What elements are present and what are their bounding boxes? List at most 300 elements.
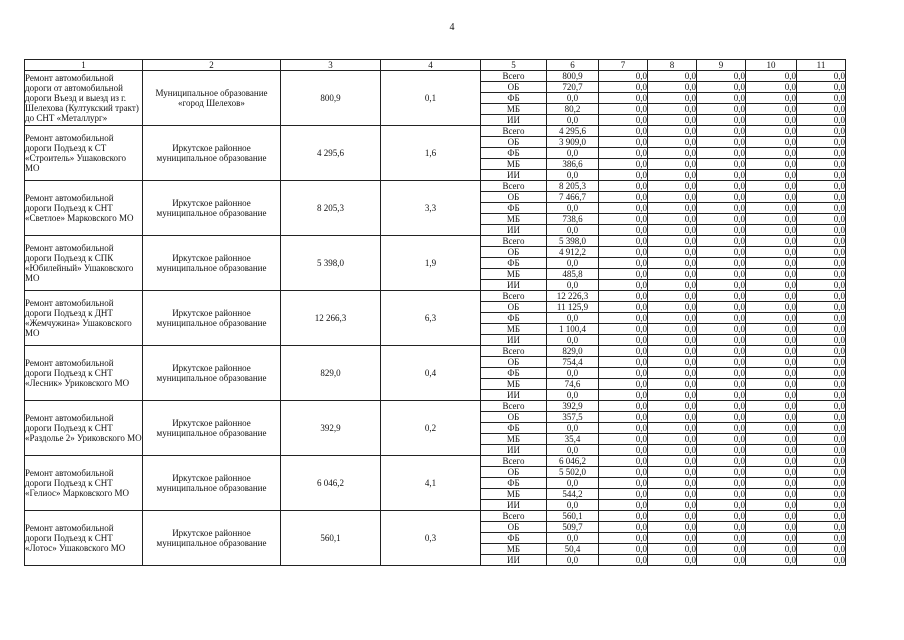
amount-cell: 0,0 [547, 115, 599, 126]
year-amount-cell: 0,0 [746, 291, 797, 302]
table-row [25, 236, 846, 247]
year-amount-cell: 0,0 [797, 555, 846, 566]
year-amount-cell: 0,0 [697, 137, 746, 148]
year-amount-cell: 0,0 [746, 302, 797, 313]
year-amount-cell: 0,0 [746, 533, 797, 544]
year-amount-cell: 0,0 [599, 148, 648, 159]
amount-cell: 800,9 [547, 71, 599, 82]
year-amount-cell: 0,0 [599, 423, 648, 434]
year-amount-cell: 0,0 [599, 379, 648, 390]
year-amount-cell: 0,0 [797, 533, 846, 544]
year-amount-cell: 0,0 [648, 511, 697, 522]
header-cell: 1 [25, 60, 143, 71]
year-amount-cell: 0,0 [697, 104, 746, 115]
amount-cell: 386,6 [547, 159, 599, 170]
year-amount-cell: 0,0 [599, 412, 648, 423]
funding-source-cell: ОБ [481, 137, 547, 148]
year-amount-cell: 0,0 [697, 247, 746, 258]
year-amount-cell: 0,0 [697, 544, 746, 555]
amount-cell: 0,0 [547, 500, 599, 511]
year-amount-cell: 0,0 [648, 269, 697, 280]
owner-cell: Иркутское районное муниципальное образование [143, 346, 281, 401]
year-amount-cell: 0,0 [697, 93, 746, 104]
year-amount-cell: 0,0 [648, 137, 697, 148]
year-amount-cell: 0,0 [648, 434, 697, 445]
funding-source-cell: Всего [481, 291, 547, 302]
header-row [25, 60, 846, 71]
funding-source-cell: ИИ [481, 445, 547, 456]
year-amount-cell: 0,0 [648, 247, 697, 258]
year-amount-cell: 0,0 [797, 181, 846, 192]
amount-cell: 0,0 [547, 258, 599, 269]
year-amount-cell: 0,0 [599, 258, 648, 269]
year-amount-cell: 0,0 [697, 302, 746, 313]
funding-source-cell: ФБ [481, 533, 547, 544]
year-amount-cell: 0,0 [797, 412, 846, 423]
funding-source-cell: ОБ [481, 192, 547, 203]
year-amount-cell: 0,0 [697, 445, 746, 456]
year-amount-cell: 0,0 [746, 357, 797, 368]
funding-source-cell: МБ [481, 324, 547, 335]
year-amount-cell: 0,0 [797, 467, 846, 478]
year-amount-cell: 0,0 [797, 159, 846, 170]
project-name-cell: Ремонт автомобильной дороги от автомобильной дороги Въезд и выезд из г. Шелехова (Култукский тракт) до СНТ «Металлург» [25, 71, 143, 126]
year-amount-cell: 0,0 [648, 203, 697, 214]
table-row [25, 126, 846, 137]
year-amount-cell: 0,0 [599, 346, 648, 357]
cost-cell: 800,9 [281, 71, 381, 126]
length-cell: 0,3 [381, 511, 481, 566]
header-cell: 10 [746, 60, 797, 71]
amount-cell: 720,7 [547, 82, 599, 93]
length-cell: 4,1 [381, 456, 481, 511]
year-amount-cell: 0,0 [697, 489, 746, 500]
year-amount-cell: 0,0 [648, 335, 697, 346]
year-amount-cell: 0,0 [746, 247, 797, 258]
year-amount-cell: 0,0 [599, 269, 648, 280]
amount-cell: 0,0 [547, 368, 599, 379]
year-amount-cell: 0,0 [697, 115, 746, 126]
year-amount-cell: 0,0 [746, 445, 797, 456]
funding-source-cell: Всего [481, 511, 547, 522]
year-amount-cell: 0,0 [599, 313, 648, 324]
funding-source-cell: ФБ [481, 368, 547, 379]
amount-cell: 357,5 [547, 412, 599, 423]
year-amount-cell: 0,0 [648, 302, 697, 313]
year-amount-cell: 0,0 [648, 555, 697, 566]
year-amount-cell: 0,0 [697, 434, 746, 445]
year-amount-cell: 0,0 [599, 511, 648, 522]
year-amount-cell: 0,0 [648, 478, 697, 489]
amount-cell: 80,2 [547, 104, 599, 115]
year-amount-cell: 0,0 [697, 412, 746, 423]
year-amount-cell: 0,0 [599, 159, 648, 170]
funding-source-cell: ФБ [481, 203, 547, 214]
table-row [25, 291, 846, 302]
year-amount-cell: 0,0 [697, 368, 746, 379]
year-amount-cell: 0,0 [697, 280, 746, 291]
year-amount-cell: 0,0 [599, 291, 648, 302]
length-cell: 1,6 [381, 126, 481, 181]
year-amount-cell: 0,0 [599, 445, 648, 456]
header-cell: 9 [697, 60, 746, 71]
year-amount-cell: 0,0 [648, 236, 697, 247]
year-amount-cell: 0,0 [746, 93, 797, 104]
funding-source-cell: ОБ [481, 467, 547, 478]
amount-cell: 0,0 [547, 445, 599, 456]
amount-cell: 0,0 [547, 390, 599, 401]
year-amount-cell: 0,0 [648, 445, 697, 456]
year-amount-cell: 0,0 [746, 401, 797, 412]
year-amount-cell: 0,0 [599, 368, 648, 379]
year-amount-cell: 0,0 [599, 467, 648, 478]
year-amount-cell: 0,0 [648, 93, 697, 104]
year-amount-cell: 0,0 [599, 357, 648, 368]
year-amount-cell: 0,0 [697, 335, 746, 346]
funding-source-cell: ОБ [481, 82, 547, 93]
year-amount-cell: 0,0 [599, 137, 648, 148]
table-row [25, 181, 846, 192]
year-amount-cell: 0,0 [599, 214, 648, 225]
year-amount-cell: 0,0 [797, 445, 846, 456]
funding-source-cell: ОБ [481, 247, 547, 258]
year-amount-cell: 0,0 [746, 192, 797, 203]
year-amount-cell: 0,0 [797, 93, 846, 104]
year-amount-cell: 0,0 [648, 346, 697, 357]
table-row [25, 346, 846, 357]
header-cell: 8 [648, 60, 697, 71]
amount-cell: 560,1 [547, 511, 599, 522]
owner-cell: Иркутское районное муниципальное образование [143, 456, 281, 511]
amount-cell: 754,4 [547, 357, 599, 368]
year-amount-cell: 0,0 [697, 203, 746, 214]
funding-source-cell: ФБ [481, 423, 547, 434]
year-amount-cell: 0,0 [746, 544, 797, 555]
year-amount-cell: 0,0 [697, 379, 746, 390]
year-amount-cell: 0,0 [648, 379, 697, 390]
table-body [25, 71, 846, 566]
amount-cell: 11 125,9 [547, 302, 599, 313]
page-number: 4 [449, 22, 455, 33]
amount-cell: 0,0 [547, 225, 599, 236]
year-amount-cell: 0,0 [746, 324, 797, 335]
year-amount-cell: 0,0 [648, 192, 697, 203]
header-cell: 7 [599, 60, 648, 71]
cost-cell: 829,0 [281, 346, 381, 401]
year-amount-cell: 0,0 [797, 511, 846, 522]
year-amount-cell: 0,0 [746, 478, 797, 489]
amount-cell: 0,0 [547, 148, 599, 159]
funding-source-cell: Всего [481, 71, 547, 82]
year-amount-cell: 0,0 [797, 346, 846, 357]
year-amount-cell: 0,0 [599, 489, 648, 500]
year-amount-cell: 0,0 [746, 225, 797, 236]
year-amount-cell: 0,0 [797, 280, 846, 291]
amount-cell: 4 912,2 [547, 247, 599, 258]
amount-cell: 0,0 [547, 203, 599, 214]
year-amount-cell: 0,0 [648, 170, 697, 181]
year-amount-cell: 0,0 [746, 423, 797, 434]
owner-cell: Иркутское районное муниципальное образование [143, 511, 281, 566]
year-amount-cell: 0,0 [746, 346, 797, 357]
amount-cell: 5 398,0 [547, 236, 599, 247]
year-amount-cell: 0,0 [648, 214, 697, 225]
year-amount-cell: 0,0 [746, 280, 797, 291]
amount-cell: 0,0 [547, 280, 599, 291]
funding-source-cell: ФБ [481, 478, 547, 489]
year-amount-cell: 0,0 [797, 379, 846, 390]
owner-cell: Иркутское районное муниципальное образование [143, 126, 281, 181]
cost-cell: 8 205,3 [281, 181, 381, 236]
header-cell: 5 [481, 60, 547, 71]
funding-source-cell: Всего [481, 126, 547, 137]
year-amount-cell: 0,0 [797, 478, 846, 489]
year-amount-cell: 0,0 [697, 357, 746, 368]
year-amount-cell: 0,0 [797, 489, 846, 500]
project-name-cell: Ремонт автомобильной дороги Подъезд к СНТ «Раздолье 2» Уриковского МО [25, 401, 143, 456]
funding-source-cell: МБ [481, 379, 547, 390]
funding-source-cell: ИИ [481, 555, 547, 566]
year-amount-cell: 0,0 [599, 522, 648, 533]
project-name-cell: Ремонт автомобильной дороги Подъезд к СТ «Строитель» Ушаковского МО [25, 126, 143, 181]
year-amount-cell: 0,0 [648, 522, 697, 533]
year-amount-cell: 0,0 [648, 126, 697, 137]
project-name-cell: Ремонт автомобильной дороги Подъезд к СПК «Юбилейный» Ушаковского МО [25, 236, 143, 291]
year-amount-cell: 0,0 [746, 489, 797, 500]
funding-source-cell: ИИ [481, 115, 547, 126]
year-amount-cell: 0,0 [599, 544, 648, 555]
year-amount-cell: 0,0 [746, 555, 797, 566]
year-amount-cell: 0,0 [648, 148, 697, 159]
year-amount-cell: 0,0 [697, 269, 746, 280]
funding-source-cell: ОБ [481, 522, 547, 533]
year-amount-cell: 0,0 [599, 401, 648, 412]
year-amount-cell: 0,0 [599, 335, 648, 346]
year-amount-cell: 0,0 [746, 126, 797, 137]
year-amount-cell: 0,0 [746, 511, 797, 522]
year-amount-cell: 0,0 [746, 456, 797, 467]
cost-cell: 392,9 [281, 401, 381, 456]
amount-cell: 74,6 [547, 379, 599, 390]
amount-cell: 0,0 [547, 335, 599, 346]
amount-cell: 50,4 [547, 544, 599, 555]
year-amount-cell: 0,0 [648, 544, 697, 555]
year-amount-cell: 0,0 [797, 324, 846, 335]
year-amount-cell: 0,0 [599, 104, 648, 115]
length-cell: 0,1 [381, 71, 481, 126]
year-amount-cell: 0,0 [746, 170, 797, 181]
year-amount-cell: 0,0 [746, 159, 797, 170]
year-amount-cell: 0,0 [697, 291, 746, 302]
project-name-cell: Ремонт автомобильной дороги Подъезд к СНТ «Светлое» Марковского МО [25, 181, 143, 236]
year-amount-cell: 0,0 [797, 401, 846, 412]
year-amount-cell: 0,0 [746, 148, 797, 159]
amount-cell: 0,0 [547, 423, 599, 434]
cost-cell: 12 266,3 [281, 291, 381, 346]
year-amount-cell: 0,0 [697, 313, 746, 324]
funding-source-cell: ФБ [481, 258, 547, 269]
project-name-cell: Ремонт автомобильной дороги Подъезд к СНТ «Лотос» Ушаковского МО [25, 511, 143, 566]
amount-cell: 3 909,0 [547, 137, 599, 148]
year-amount-cell: 0,0 [746, 335, 797, 346]
year-amount-cell: 0,0 [697, 214, 746, 225]
year-amount-cell: 0,0 [697, 192, 746, 203]
year-amount-cell: 0,0 [797, 104, 846, 115]
year-amount-cell: 0,0 [746, 390, 797, 401]
year-amount-cell: 0,0 [797, 291, 846, 302]
year-amount-cell: 0,0 [797, 500, 846, 511]
year-amount-cell: 0,0 [648, 412, 697, 423]
year-amount-cell: 0,0 [648, 489, 697, 500]
owner-cell: Иркутское районное муниципальное образование [143, 181, 281, 236]
year-amount-cell: 0,0 [746, 104, 797, 115]
year-amount-cell: 0,0 [797, 269, 846, 280]
amount-cell: 392,9 [547, 401, 599, 412]
year-amount-cell: 0,0 [697, 423, 746, 434]
header-cell: 6 [547, 60, 599, 71]
amount-cell: 738,6 [547, 214, 599, 225]
year-amount-cell: 0,0 [648, 500, 697, 511]
year-amount-cell: 0,0 [599, 280, 648, 291]
funding-source-cell: ОБ [481, 357, 547, 368]
header-cell: 4 [381, 60, 481, 71]
year-amount-cell: 0,0 [797, 302, 846, 313]
year-amount-cell: 0,0 [599, 302, 648, 313]
year-amount-cell: 0,0 [746, 467, 797, 478]
funding-source-cell: ИИ [481, 170, 547, 181]
length-cell: 0,2 [381, 401, 481, 456]
year-amount-cell: 0,0 [697, 511, 746, 522]
year-amount-cell: 0,0 [797, 148, 846, 159]
amount-cell: 7 466,7 [547, 192, 599, 203]
year-amount-cell: 0,0 [797, 456, 846, 467]
year-amount-cell: 0,0 [599, 555, 648, 566]
year-amount-cell: 0,0 [648, 71, 697, 82]
owner-cell: Иркутское районное муниципальное образование [143, 401, 281, 456]
year-amount-cell: 0,0 [599, 236, 648, 247]
year-amount-cell: 0,0 [599, 170, 648, 181]
owner-cell: Иркутское районное муниципальное образование [143, 236, 281, 291]
year-amount-cell: 0,0 [697, 225, 746, 236]
year-amount-cell: 0,0 [697, 82, 746, 93]
year-amount-cell: 0,0 [599, 203, 648, 214]
year-amount-cell: 0,0 [648, 390, 697, 401]
funding-source-cell: МБ [481, 269, 547, 280]
amount-cell: 829,0 [547, 346, 599, 357]
year-amount-cell: 0,0 [797, 522, 846, 533]
amount-cell: 1 100,4 [547, 324, 599, 335]
amount-cell: 0,0 [547, 555, 599, 566]
year-amount-cell: 0,0 [599, 71, 648, 82]
year-amount-cell: 0,0 [746, 82, 797, 93]
year-amount-cell: 0,0 [697, 555, 746, 566]
year-amount-cell: 0,0 [697, 181, 746, 192]
amount-cell: 5 502,0 [547, 467, 599, 478]
year-amount-cell: 0,0 [746, 181, 797, 192]
funding-source-cell: МБ [481, 214, 547, 225]
year-amount-cell: 0,0 [599, 533, 648, 544]
amount-cell: 0,0 [547, 533, 599, 544]
program-table [24, 59, 846, 566]
amount-cell: 0,0 [547, 170, 599, 181]
year-amount-cell: 0,0 [648, 258, 697, 269]
year-amount-cell: 0,0 [648, 181, 697, 192]
funding-source-cell: ФБ [481, 148, 547, 159]
year-amount-cell: 0,0 [797, 434, 846, 445]
year-amount-cell: 0,0 [797, 236, 846, 247]
year-amount-cell: 0,0 [697, 236, 746, 247]
amount-cell: 6 046,2 [547, 456, 599, 467]
year-amount-cell: 0,0 [697, 324, 746, 335]
year-amount-cell: 0,0 [746, 115, 797, 126]
year-amount-cell: 0,0 [648, 467, 697, 478]
funding-source-cell: Всего [481, 346, 547, 357]
year-amount-cell: 0,0 [797, 335, 846, 346]
year-amount-cell: 0,0 [697, 478, 746, 489]
funding-source-cell: ИИ [481, 280, 547, 291]
year-amount-cell: 0,0 [599, 126, 648, 137]
funding-source-cell: Всего [481, 456, 547, 467]
year-amount-cell: 0,0 [746, 500, 797, 511]
funding-source-cell: ИИ [481, 390, 547, 401]
year-amount-cell: 0,0 [648, 159, 697, 170]
year-amount-cell: 0,0 [797, 82, 846, 93]
header-cell: 3 [281, 60, 381, 71]
year-amount-cell: 0,0 [697, 456, 746, 467]
year-amount-cell: 0,0 [746, 313, 797, 324]
year-amount-cell: 0,0 [746, 71, 797, 82]
funding-source-cell: Всего [481, 401, 547, 412]
funding-source-cell: ИИ [481, 500, 547, 511]
year-amount-cell: 0,0 [599, 247, 648, 258]
year-amount-cell: 0,0 [697, 258, 746, 269]
year-amount-cell: 0,0 [697, 170, 746, 181]
funding-source-cell: МБ [481, 104, 547, 115]
table-row [25, 401, 846, 412]
year-amount-cell: 0,0 [797, 170, 846, 181]
length-cell: 1,9 [381, 236, 481, 291]
owner-cell: Иркутское районное муниципальное образование [143, 291, 281, 346]
year-amount-cell: 0,0 [797, 214, 846, 225]
length-cell: 0,4 [381, 346, 481, 401]
year-amount-cell: 0,0 [797, 247, 846, 258]
year-amount-cell: 0,0 [746, 368, 797, 379]
project-name-cell: Ремонт автомобильной дороги Подъезд к СНТ «Лесник» Уриковского МО [25, 346, 143, 401]
amount-cell: 4 295,6 [547, 126, 599, 137]
year-amount-cell: 0,0 [697, 159, 746, 170]
funding-source-cell: МБ [481, 489, 547, 500]
amount-cell: 0,0 [547, 478, 599, 489]
length-cell: 3,3 [381, 181, 481, 236]
year-amount-cell: 0,0 [797, 225, 846, 236]
year-amount-cell: 0,0 [697, 401, 746, 412]
year-amount-cell: 0,0 [746, 236, 797, 247]
length-cell: 6,3 [381, 291, 481, 346]
year-amount-cell: 0,0 [599, 478, 648, 489]
year-amount-cell: 0,0 [746, 137, 797, 148]
year-amount-cell: 0,0 [648, 456, 697, 467]
year-amount-cell: 0,0 [599, 82, 648, 93]
year-amount-cell: 0,0 [797, 544, 846, 555]
year-amount-cell: 0,0 [797, 390, 846, 401]
year-amount-cell: 0,0 [648, 324, 697, 335]
year-amount-cell: 0,0 [797, 313, 846, 324]
year-amount-cell: 0,0 [648, 533, 697, 544]
year-amount-cell: 0,0 [697, 71, 746, 82]
funding-source-cell: МБ [481, 434, 547, 445]
owner-cell: Муниципальное образование «город Шелехов» [143, 71, 281, 126]
amount-cell: 0,0 [547, 93, 599, 104]
